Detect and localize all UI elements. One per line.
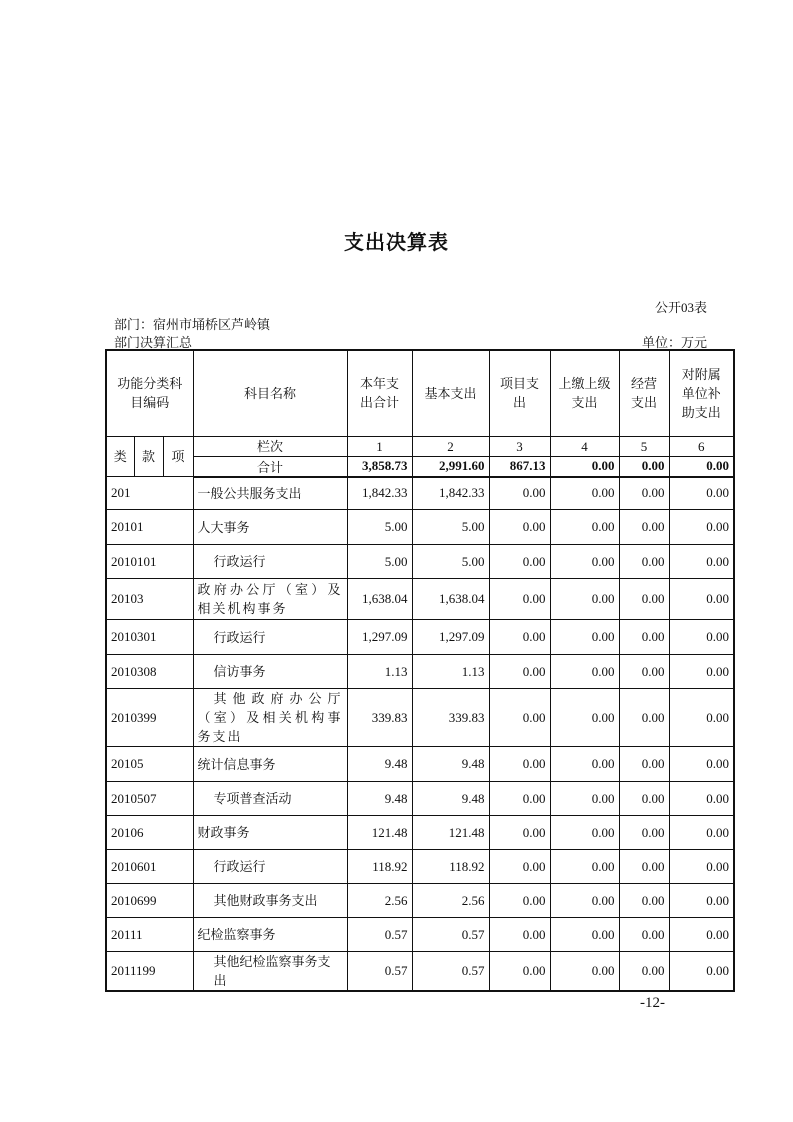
row-name: 专项普查活动 (193, 782, 347, 816)
row-value: 0.00 (619, 747, 669, 782)
row-value: 5.00 (347, 545, 412, 579)
row-value: 0.00 (669, 884, 734, 918)
row-value: 0.00 (550, 477, 619, 510)
header-name: 科目名称 (193, 350, 347, 436)
row-value: 118.92 (347, 850, 412, 884)
row-value: 0.00 (550, 782, 619, 816)
row-value: 5.00 (412, 510, 489, 545)
row-value: 0.00 (550, 850, 619, 884)
row-value: 0.00 (550, 884, 619, 918)
row-value: 0.00 (619, 545, 669, 579)
header-upper: 上缴上级支出 (550, 350, 619, 436)
row-value: 0.00 (550, 545, 619, 579)
table-row (106, 620, 734, 655)
row-value: 0.00 (550, 510, 619, 545)
row-name: 其他政府办公厅（室）及相关机构事务支出 (193, 689, 347, 747)
row-value: 0.00 (550, 689, 619, 747)
row-value: 0.00 (489, 850, 550, 884)
row-value: 1,297.09 (412, 620, 489, 655)
unit-label: 单位：万元 (641, 335, 707, 350)
row-name: 信访事务 (193, 655, 347, 689)
column-number: 3 (489, 436, 550, 456)
row-value: 0.00 (619, 689, 669, 747)
row-value: 0.00 (489, 477, 550, 510)
row-code: 2010308 (106, 655, 193, 689)
row-value: 0.00 (550, 952, 619, 992)
row-code: 20103 (106, 579, 193, 620)
row-value: 0.00 (489, 747, 550, 782)
row-code: 2011199 (106, 952, 193, 992)
total-value: 2,991.60 (412, 456, 489, 477)
row-value: 1,842.33 (412, 477, 489, 510)
row-value: 0.00 (669, 816, 734, 850)
row-value: 0.00 (669, 545, 734, 579)
row-value: 2.56 (347, 884, 412, 918)
row-value: 0.57 (412, 918, 489, 952)
table-row (106, 510, 734, 545)
row-value: 1.13 (412, 655, 489, 689)
row-value: 0.00 (669, 918, 734, 952)
table-row (106, 477, 734, 510)
row-code: 2010301 (106, 620, 193, 655)
row-value: 0.00 (619, 850, 669, 884)
header-kuan: 款 (134, 436, 163, 477)
table-row (106, 747, 734, 782)
row-name: 一般公共服务支出 (193, 477, 347, 510)
row-value: 0.00 (619, 884, 669, 918)
row-value: 0.00 (669, 579, 734, 620)
row-name: 其他财政事务支出 (193, 884, 347, 918)
row-value: 0.00 (489, 545, 550, 579)
row-value: 0.00 (669, 747, 734, 782)
total-value: 0.00 (619, 456, 669, 477)
row-value: 0.00 (619, 655, 669, 689)
page-title: 支出决算表 (344, 230, 449, 254)
row-value: 0.00 (669, 477, 734, 510)
row-value: 0.00 (489, 782, 550, 816)
table-row (106, 655, 734, 689)
header-total: 本年支出合计 (347, 350, 412, 436)
row-name: 财政事务 (193, 816, 347, 850)
total-value: 0.00 (669, 456, 734, 477)
table-row (106, 952, 734, 992)
row-value: 0.00 (619, 510, 669, 545)
header-project: 项目支出 (489, 350, 550, 436)
row-value: 1,638.04 (412, 579, 489, 620)
row-code: 2010101 (106, 545, 193, 579)
row-value: 9.48 (347, 747, 412, 782)
row-code: 201 (106, 477, 193, 510)
row-name: 纪检监察事务 (193, 918, 347, 952)
total-value: 3,858.73 (347, 456, 412, 477)
row-value: 0.00 (489, 952, 550, 992)
row-value: 0.00 (619, 952, 669, 992)
expenditure-table (105, 349, 735, 992)
row-value: 1,297.09 (347, 620, 412, 655)
row-value: 121.48 (347, 816, 412, 850)
row-value: 0.00 (619, 782, 669, 816)
row-code: 20111 (106, 918, 193, 952)
row-value: 0.00 (489, 655, 550, 689)
row-value: 0.00 (669, 952, 734, 992)
row-value: 0.00 (669, 850, 734, 884)
row-value: 118.92 (412, 850, 489, 884)
row-value: 9.48 (347, 782, 412, 816)
row-value: 0.00 (619, 620, 669, 655)
row-value: 9.48 (412, 747, 489, 782)
row-value: 0.00 (550, 620, 619, 655)
row-value: 0.57 (347, 918, 412, 952)
row-value: 0.00 (619, 918, 669, 952)
row-value: 0.00 (489, 689, 550, 747)
row-name: 政府办公厅（室）及相关机构事务 (193, 579, 347, 620)
row-value: 1,842.33 (347, 477, 412, 510)
table-row (106, 816, 734, 850)
row-value: 0.00 (550, 655, 619, 689)
row-value: 0.00 (669, 510, 734, 545)
table-row (106, 918, 734, 952)
table-row (106, 579, 734, 620)
row-value: 9.48 (412, 782, 489, 816)
row-value: 0.00 (489, 816, 550, 850)
row-value: 339.83 (347, 689, 412, 747)
total-label: 合计 (193, 456, 347, 477)
row-value: 0.00 (669, 620, 734, 655)
row-value: 0.00 (489, 510, 550, 545)
page-number: -12- (640, 995, 665, 1011)
table-row (106, 850, 734, 884)
row-value: 0.00 (550, 579, 619, 620)
header-lei: 类 (106, 436, 134, 477)
row-value: 0.00 (619, 579, 669, 620)
column-number: 5 (619, 436, 669, 456)
row-name: 统计信息事务 (193, 747, 347, 782)
column-number: 4 (550, 436, 619, 456)
header-subsidy: 对附属单位补助支出 (669, 350, 734, 436)
row-value: 1,638.04 (347, 579, 412, 620)
total-value: 0.00 (550, 456, 619, 477)
row-value: 5.00 (412, 545, 489, 579)
summary-label: 部门决算汇总 (114, 335, 193, 350)
header-business: 经营支出 (619, 350, 669, 436)
row-name: 人大事务 (193, 510, 347, 545)
header-basic: 基本支出 (412, 350, 489, 436)
row-value: 0.00 (550, 918, 619, 952)
row-value: 1.13 (347, 655, 412, 689)
row-name: 行政运行 (193, 620, 347, 655)
table-row (106, 884, 734, 918)
row-value: 2.56 (412, 884, 489, 918)
row-code: 2010399 (106, 689, 193, 747)
column-number-label: 栏次 (193, 436, 347, 456)
row-value: 0.00 (669, 655, 734, 689)
row-code: 2010601 (106, 850, 193, 884)
row-value: 0.00 (489, 620, 550, 655)
form-number: 公开03表 (654, 300, 707, 315)
row-value: 0.00 (619, 477, 669, 510)
row-code: 20105 (106, 747, 193, 782)
row-value: 339.83 (412, 689, 489, 747)
row-value: 0.00 (550, 747, 619, 782)
department-label: 部门：宿州市埇桥区芦岭镇 (114, 317, 271, 332)
total-value: 867.13 (489, 456, 550, 477)
row-value: 0.00 (550, 816, 619, 850)
row-value: 0.00 (489, 884, 550, 918)
row-name: 行政运行 (193, 850, 347, 884)
row-code: 2010507 (106, 782, 193, 816)
column-number: 1 (347, 436, 412, 456)
row-name: 行政运行 (193, 545, 347, 579)
row-value: 0.00 (669, 782, 734, 816)
header-code: 功能分类科目编码 (106, 350, 193, 436)
column-number: 2 (412, 436, 489, 456)
row-value: 0.00 (489, 579, 550, 620)
row-code: 2010699 (106, 884, 193, 918)
row-code: 20101 (106, 510, 193, 545)
table-row (106, 689, 734, 747)
column-number: 6 (669, 436, 734, 456)
row-value: 0.00 (619, 816, 669, 850)
row-code: 20106 (106, 816, 193, 850)
row-value: 0.57 (347, 952, 412, 992)
table-row (106, 782, 734, 816)
row-value: 0.57 (412, 952, 489, 992)
row-value: 0.00 (489, 918, 550, 952)
row-value: 0.00 (669, 689, 734, 747)
row-value: 121.48 (412, 816, 489, 850)
row-value: 5.00 (347, 510, 412, 545)
table-row (106, 545, 734, 579)
header-xiang: 项 (163, 436, 193, 477)
row-name: 其他纪检监察事务支出 (193, 952, 347, 992)
